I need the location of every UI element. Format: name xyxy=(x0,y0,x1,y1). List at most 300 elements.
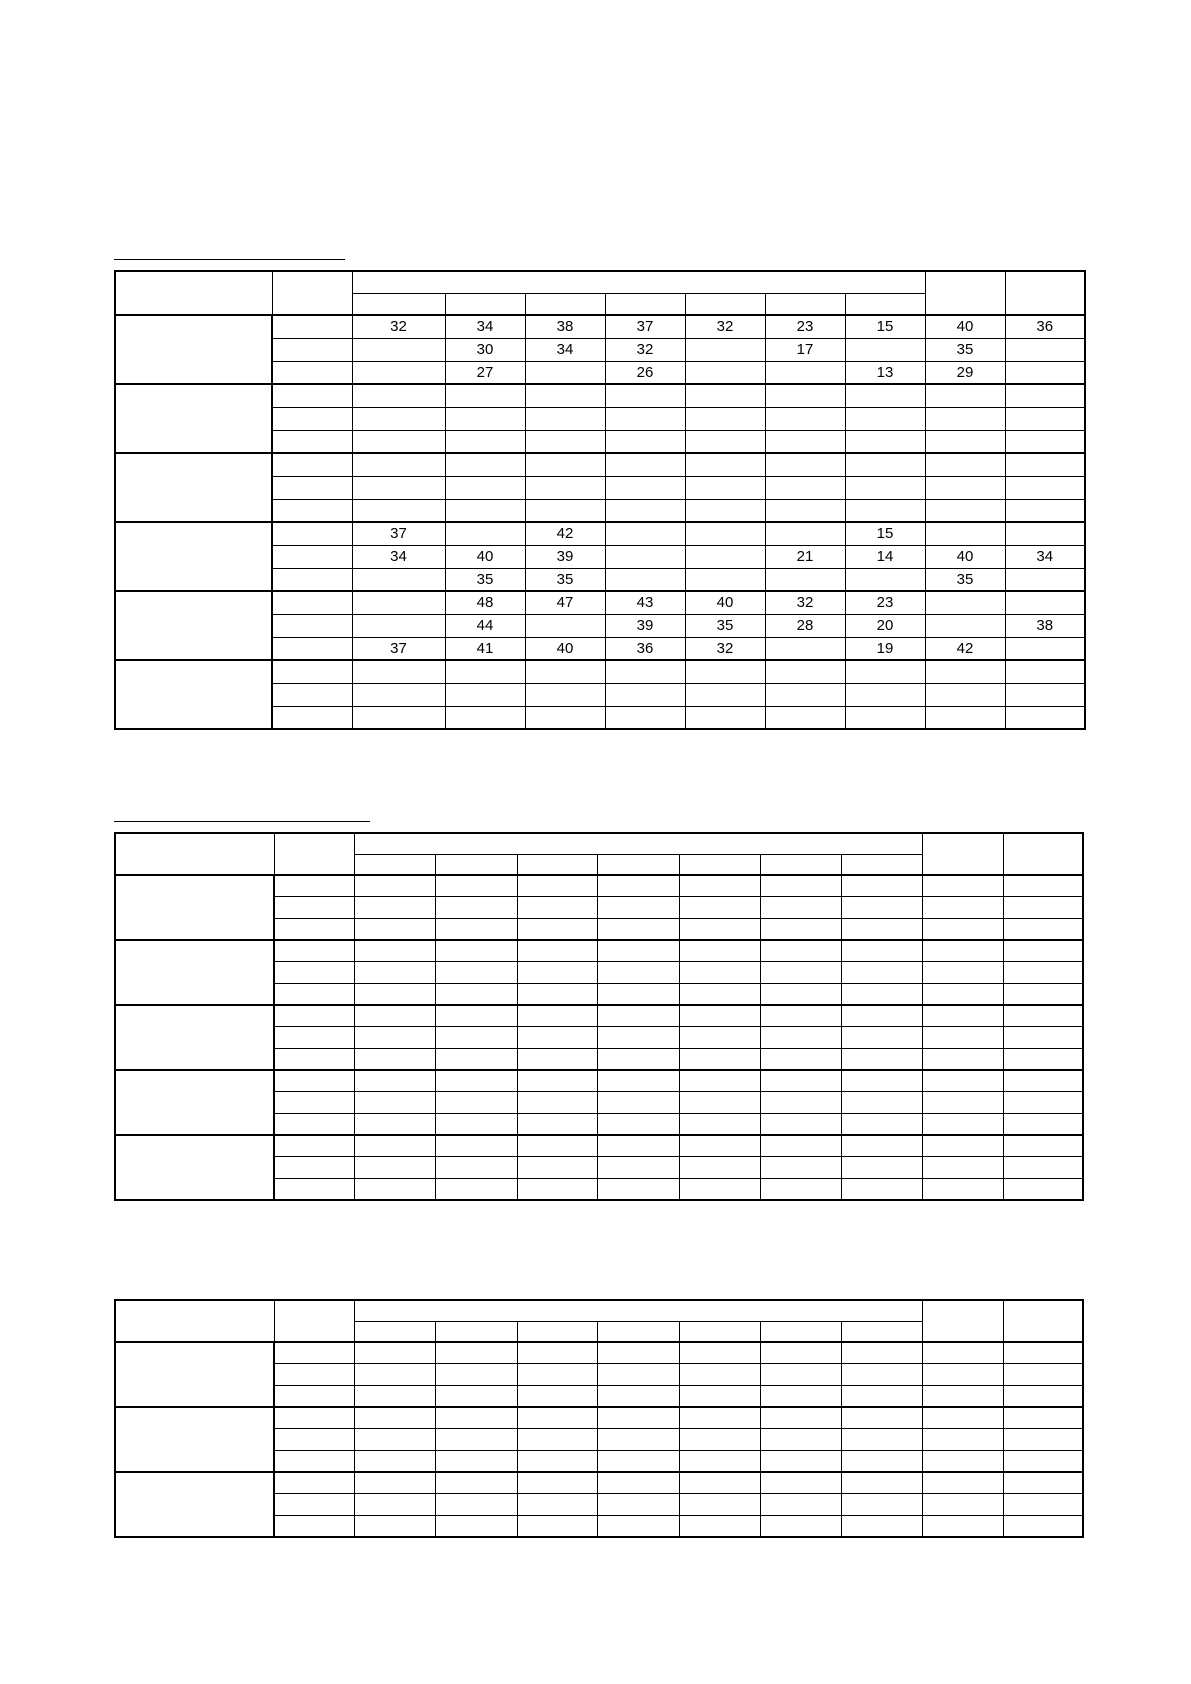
value-cell xyxy=(679,1114,760,1136)
value-cell xyxy=(605,476,685,499)
value-cell: 42 xyxy=(925,637,1005,660)
value-cell xyxy=(760,962,841,984)
value-cell xyxy=(517,1005,597,1027)
table-row xyxy=(115,1135,1083,1157)
value-cell xyxy=(760,1342,841,1364)
value-cell xyxy=(517,1429,597,1451)
value-cell xyxy=(1005,522,1085,545)
value-cell: 32 xyxy=(765,591,845,614)
value-cell xyxy=(679,1049,760,1071)
value-cell xyxy=(922,1114,1003,1136)
value-cell xyxy=(435,1450,517,1472)
value-cell xyxy=(765,430,845,453)
value-cell xyxy=(922,875,1003,897)
value-cell xyxy=(925,706,1005,729)
row-label-cell xyxy=(274,1070,354,1092)
value-cell xyxy=(841,983,922,1005)
value-cell xyxy=(841,1179,922,1201)
value-cell xyxy=(679,1179,760,1201)
value-cell xyxy=(922,1179,1003,1201)
value-cell xyxy=(354,1385,435,1407)
row-label-cell xyxy=(274,1385,354,1407)
header-cell xyxy=(922,1300,1003,1342)
value-cell xyxy=(922,940,1003,962)
value-cell xyxy=(435,1494,517,1516)
value-cell: 44 xyxy=(445,614,525,637)
table-row xyxy=(115,453,1085,476)
value-cell xyxy=(597,1005,679,1027)
value-cell xyxy=(922,897,1003,919)
value-cell: 23 xyxy=(765,315,845,338)
value-cell xyxy=(1003,918,1083,940)
value-cell: 37 xyxy=(605,315,685,338)
value-cell xyxy=(605,568,685,591)
table-row xyxy=(115,1342,1083,1364)
value-cell xyxy=(841,1342,922,1364)
value-cell xyxy=(445,384,525,407)
value-cell xyxy=(1005,453,1085,476)
value-cell xyxy=(841,1135,922,1157)
value-cell xyxy=(845,683,925,706)
value-cell xyxy=(679,1429,760,1451)
row-label-cell xyxy=(274,1157,354,1179)
value-cell: 40 xyxy=(925,545,1005,568)
value-cell xyxy=(354,1092,435,1114)
value-cell xyxy=(922,1516,1003,1538)
value-cell xyxy=(354,1070,435,1092)
row-label-cell xyxy=(274,962,354,984)
value-cell xyxy=(354,1407,435,1429)
value-cell xyxy=(760,1385,841,1407)
value-cell xyxy=(925,430,1005,453)
header-cell xyxy=(352,271,925,293)
value-cell xyxy=(517,1494,597,1516)
value-cell xyxy=(925,614,1005,637)
value-cell xyxy=(1003,897,1083,919)
value-cell xyxy=(517,1407,597,1429)
value-cell xyxy=(605,706,685,729)
row-label-cell xyxy=(274,1135,354,1157)
value-cell xyxy=(1003,983,1083,1005)
value-cell xyxy=(922,1494,1003,1516)
value-cell xyxy=(352,338,445,361)
value-cell xyxy=(354,1027,435,1049)
value-cell xyxy=(354,875,435,897)
value-cell xyxy=(1003,1407,1083,1429)
value-cell xyxy=(760,1179,841,1201)
value-cell xyxy=(760,918,841,940)
value-cell xyxy=(841,1516,922,1538)
value-cell xyxy=(517,875,597,897)
value-cell xyxy=(845,338,925,361)
data-table-1 xyxy=(114,270,1086,730)
value-cell xyxy=(1005,706,1085,729)
value-cell xyxy=(679,983,760,1005)
value-cell xyxy=(765,384,845,407)
value-cell xyxy=(435,875,517,897)
row-label-cell xyxy=(272,660,352,683)
value-cell xyxy=(597,1429,679,1451)
value-cell xyxy=(685,430,765,453)
row-label-cell xyxy=(272,568,352,591)
value-cell xyxy=(765,568,845,591)
value-cell xyxy=(922,1385,1003,1407)
value-cell xyxy=(925,476,1005,499)
subheader-cell xyxy=(517,1321,597,1342)
subheader-cell xyxy=(525,293,605,315)
value-cell xyxy=(1003,1092,1083,1114)
value-cell xyxy=(925,407,1005,430)
value-cell xyxy=(1003,1364,1083,1386)
table-row xyxy=(115,1407,1083,1429)
value-cell xyxy=(354,897,435,919)
table-row xyxy=(115,315,1085,338)
table-1-title-underline xyxy=(114,259,345,260)
value-cell xyxy=(765,522,845,545)
value-cell: 32 xyxy=(605,338,685,361)
value-cell: 34 xyxy=(352,545,445,568)
table-row xyxy=(115,1005,1083,1027)
value-cell xyxy=(760,1494,841,1516)
row-label-cell xyxy=(272,315,352,338)
row-label-cell xyxy=(272,476,352,499)
group-label-cell xyxy=(115,1407,274,1472)
value-cell xyxy=(922,1429,1003,1451)
value-cell xyxy=(597,1135,679,1157)
value-cell: 19 xyxy=(845,637,925,660)
group-label-cell xyxy=(115,384,272,453)
value-cell xyxy=(841,1114,922,1136)
value-cell xyxy=(517,962,597,984)
value-cell xyxy=(845,499,925,522)
value-cell xyxy=(354,1005,435,1027)
value-cell xyxy=(1003,1342,1083,1364)
value-cell xyxy=(685,706,765,729)
subheader-cell xyxy=(679,854,760,875)
header-cell xyxy=(1003,833,1083,875)
value-cell xyxy=(679,1135,760,1157)
value-cell xyxy=(925,683,1005,706)
value-cell: 34 xyxy=(445,315,525,338)
value-cell xyxy=(1005,338,1085,361)
value-cell xyxy=(517,1114,597,1136)
value-cell xyxy=(517,1157,597,1179)
value-cell xyxy=(841,1429,922,1451)
row-label-cell xyxy=(274,1429,354,1451)
value-cell: 37 xyxy=(352,637,445,660)
subheader-cell xyxy=(760,1321,841,1342)
value-cell: 35 xyxy=(525,568,605,591)
value-cell xyxy=(922,1472,1003,1494)
value-cell xyxy=(845,660,925,683)
table-row xyxy=(115,875,1083,897)
value-cell xyxy=(841,1385,922,1407)
value-cell xyxy=(1003,1005,1083,1027)
value-cell xyxy=(922,1070,1003,1092)
row-label-cell xyxy=(272,407,352,430)
value-cell xyxy=(445,476,525,499)
value-cell xyxy=(1003,1385,1083,1407)
value-cell xyxy=(1003,962,1083,984)
value-cell: 38 xyxy=(525,315,605,338)
value-cell xyxy=(435,1342,517,1364)
value-cell xyxy=(841,1157,922,1179)
value-cell xyxy=(605,384,685,407)
value-cell xyxy=(597,940,679,962)
row-label-cell xyxy=(274,1450,354,1472)
value-cell xyxy=(1003,1450,1083,1472)
value-cell xyxy=(760,1135,841,1157)
row-label-cell xyxy=(272,637,352,660)
value-cell xyxy=(517,983,597,1005)
value-cell xyxy=(352,453,445,476)
value-cell: 47 xyxy=(525,591,605,614)
value-cell xyxy=(605,522,685,545)
value-cell xyxy=(841,1005,922,1027)
subheader-cell xyxy=(845,293,925,315)
value-cell xyxy=(1005,407,1085,430)
subheader-cell xyxy=(765,293,845,315)
value-cell xyxy=(685,660,765,683)
value-cell xyxy=(922,962,1003,984)
value-cell xyxy=(445,499,525,522)
value-cell xyxy=(352,476,445,499)
value-cell xyxy=(597,1494,679,1516)
value-cell xyxy=(597,983,679,1005)
value-cell: 15 xyxy=(845,315,925,338)
value-cell xyxy=(685,545,765,568)
row-label-cell xyxy=(272,499,352,522)
value-cell: 32 xyxy=(352,315,445,338)
group-label-cell xyxy=(115,660,272,729)
value-cell xyxy=(679,1516,760,1538)
value-cell xyxy=(685,407,765,430)
value-cell xyxy=(679,1364,760,1386)
value-cell xyxy=(597,1342,679,1364)
value-cell xyxy=(922,1450,1003,1472)
value-cell xyxy=(517,1049,597,1071)
row-label-cell xyxy=(274,1114,354,1136)
value-cell xyxy=(1005,499,1085,522)
row-label-cell xyxy=(274,875,354,897)
value-cell: 40 xyxy=(685,591,765,614)
value-cell xyxy=(925,660,1005,683)
value-cell: 39 xyxy=(525,545,605,568)
row-label-cell xyxy=(272,706,352,729)
row-label-cell xyxy=(274,1179,354,1201)
value-cell: 40 xyxy=(525,637,605,660)
row-label-cell xyxy=(274,1407,354,1429)
value-cell: 35 xyxy=(685,614,765,637)
row-label-cell xyxy=(272,430,352,453)
value-cell xyxy=(445,660,525,683)
value-cell xyxy=(922,983,1003,1005)
subheader-cell xyxy=(679,1321,760,1342)
value-cell xyxy=(354,1049,435,1071)
value-cell xyxy=(841,1472,922,1494)
row-label-cell xyxy=(274,918,354,940)
value-cell xyxy=(685,476,765,499)
header-cell xyxy=(354,1300,922,1321)
value-cell xyxy=(354,962,435,984)
value-cell xyxy=(352,361,445,384)
value-cell xyxy=(679,1070,760,1092)
subheader-cell xyxy=(685,293,765,315)
value-cell xyxy=(354,1157,435,1179)
value-cell xyxy=(760,897,841,919)
value-cell xyxy=(1005,476,1085,499)
value-cell xyxy=(605,453,685,476)
value-cell xyxy=(922,1364,1003,1386)
value-cell xyxy=(597,897,679,919)
row-label-cell xyxy=(272,522,352,545)
row-label-cell xyxy=(274,1027,354,1049)
value-cell xyxy=(435,1092,517,1114)
value-cell xyxy=(597,1070,679,1092)
value-cell xyxy=(1003,1494,1083,1516)
value-cell xyxy=(354,1494,435,1516)
value-cell xyxy=(1003,1027,1083,1049)
value-cell xyxy=(760,1157,841,1179)
subheader-cell xyxy=(517,854,597,875)
value-cell xyxy=(354,1429,435,1451)
value-cell xyxy=(597,1027,679,1049)
value-cell xyxy=(435,1364,517,1386)
value-cell xyxy=(435,1179,517,1201)
value-cell xyxy=(760,1027,841,1049)
value-cell xyxy=(760,1005,841,1027)
data-table-3 xyxy=(114,1299,1084,1538)
value-cell xyxy=(685,453,765,476)
data-table-2 xyxy=(114,832,1084,1201)
row-label-cell xyxy=(272,683,352,706)
table-header-row xyxy=(115,833,1083,854)
value-cell xyxy=(841,1049,922,1071)
value-cell xyxy=(679,1450,760,1472)
row-label-cell xyxy=(272,361,352,384)
value-cell xyxy=(354,1364,435,1386)
value-cell xyxy=(597,1114,679,1136)
value-cell xyxy=(760,1472,841,1494)
value-cell xyxy=(435,1049,517,1071)
value-cell: 32 xyxy=(685,637,765,660)
value-cell xyxy=(845,430,925,453)
value-cell: 36 xyxy=(605,637,685,660)
value-cell xyxy=(517,1364,597,1386)
value-cell xyxy=(354,1179,435,1201)
value-cell xyxy=(1003,1472,1083,1494)
value-cell xyxy=(525,476,605,499)
value-cell xyxy=(525,430,605,453)
value-cell xyxy=(679,1342,760,1364)
group-label-cell xyxy=(115,1472,274,1537)
value-cell xyxy=(605,407,685,430)
value-cell xyxy=(597,1450,679,1472)
value-cell xyxy=(760,1516,841,1538)
value-cell xyxy=(765,637,845,660)
value-cell xyxy=(517,1092,597,1114)
table-2-title-underline xyxy=(114,821,370,822)
value-cell: 39 xyxy=(605,614,685,637)
value-cell xyxy=(922,1407,1003,1429)
table-row xyxy=(115,1472,1083,1494)
row-label-cell xyxy=(274,1364,354,1386)
header-cell xyxy=(272,271,352,315)
value-cell: 42 xyxy=(525,522,605,545)
value-cell xyxy=(922,1005,1003,1027)
value-cell xyxy=(685,338,765,361)
value-cell: 41 xyxy=(445,637,525,660)
value-cell xyxy=(517,1450,597,1472)
header-cell xyxy=(115,271,272,315)
row-label-cell xyxy=(274,1494,354,1516)
value-cell xyxy=(1003,1135,1083,1157)
value-cell: 14 xyxy=(845,545,925,568)
value-cell xyxy=(685,683,765,706)
table-row xyxy=(115,1070,1083,1092)
row-label-cell xyxy=(272,384,352,407)
value-cell: 35 xyxy=(925,568,1005,591)
header-cell xyxy=(274,833,354,875)
value-cell xyxy=(679,1092,760,1114)
row-label-cell xyxy=(272,545,352,568)
value-cell xyxy=(435,1385,517,1407)
value-cell xyxy=(352,568,445,591)
value-cell xyxy=(445,430,525,453)
value-cell xyxy=(517,940,597,962)
value-cell xyxy=(760,983,841,1005)
value-cell xyxy=(845,453,925,476)
value-cell xyxy=(1003,1049,1083,1071)
group-label-cell xyxy=(115,315,272,384)
value-cell xyxy=(605,683,685,706)
value-cell xyxy=(354,1472,435,1494)
row-label-cell xyxy=(274,1516,354,1538)
value-cell xyxy=(517,1179,597,1201)
value-cell xyxy=(352,384,445,407)
value-cell xyxy=(1005,361,1085,384)
value-cell xyxy=(352,407,445,430)
value-cell xyxy=(845,568,925,591)
value-cell: 23 xyxy=(845,591,925,614)
value-cell: 32 xyxy=(685,315,765,338)
value-cell xyxy=(435,1005,517,1027)
group-label-cell xyxy=(115,453,272,522)
value-cell xyxy=(525,384,605,407)
value-cell: 13 xyxy=(845,361,925,384)
value-cell xyxy=(922,1092,1003,1114)
value-cell xyxy=(765,453,845,476)
value-cell xyxy=(1003,1114,1083,1136)
value-cell xyxy=(765,499,845,522)
value-cell: 20 xyxy=(845,614,925,637)
value-cell xyxy=(922,1027,1003,1049)
value-cell xyxy=(679,1472,760,1494)
value-cell xyxy=(352,660,445,683)
value-cell xyxy=(435,1472,517,1494)
value-cell xyxy=(841,1364,922,1386)
value-cell: 37 xyxy=(352,522,445,545)
value-cell: 28 xyxy=(765,614,845,637)
value-cell xyxy=(841,897,922,919)
value-cell xyxy=(841,1027,922,1049)
value-cell xyxy=(445,522,525,545)
group-label-cell xyxy=(115,591,272,660)
group-label-cell xyxy=(115,940,274,1005)
row-label-cell xyxy=(274,1005,354,1027)
value-cell xyxy=(597,1092,679,1114)
value-cell xyxy=(352,614,445,637)
